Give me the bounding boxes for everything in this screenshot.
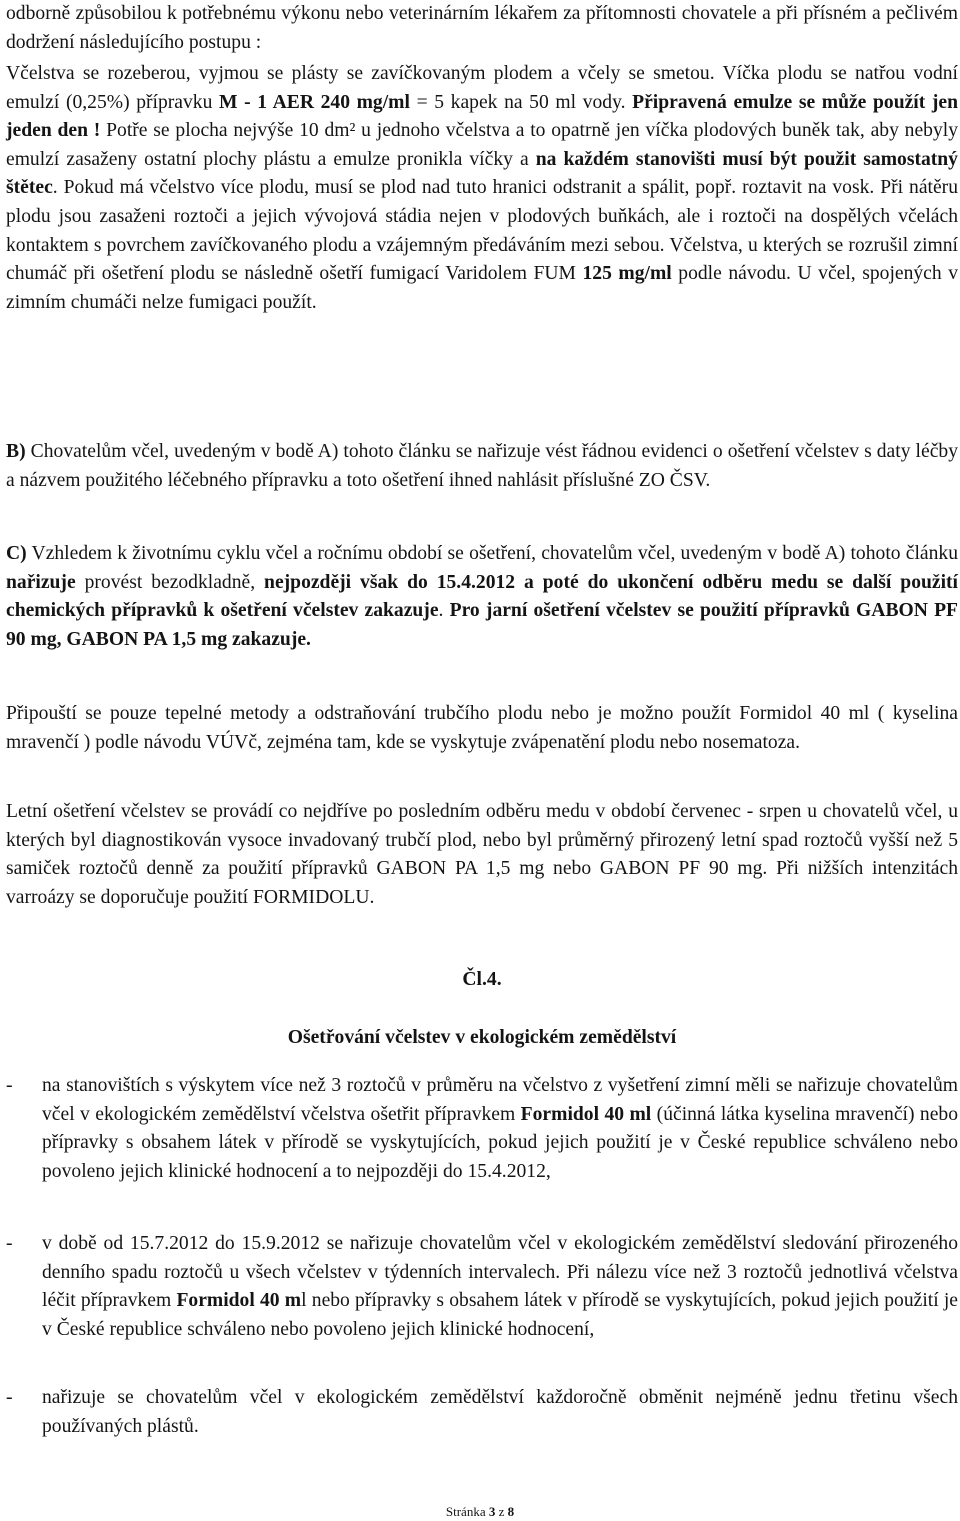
footer-page-number: 3 <box>488 1504 496 1519</box>
text-run: Včelstva se rozeberou, vyjmou se plásty se zavíčkovaným plodem a včely se smetou. Víčka plodu se natřou vodní emulzí (0,25%) přípravku <box>6 63 958 113</box>
paragraph-b <box>6 438 958 495</box>
text-run: na stanovištích s výskytem více než 3 roztočů v průměru na včelstvo z vyšetření zimní měli se nařizuje chovatelům včel v ekologickém zemědělství včelstva ošetřit přípravkem <box>42 1075 958 1125</box>
list-item-text <box>42 1230 958 1344</box>
list-item <box>6 1072 958 1186</box>
footer-separator: z <box>495 1504 508 1519</box>
footer-page-total: 8 <box>507 1504 515 1519</box>
bold-run: 125 mg/ml <box>582 263 672 285</box>
bold-run: Připravená emulze se může použít jen jeden den ! <box>6 91 958 142</box>
list-item <box>6 1384 958 1441</box>
text-run: Letní ošetření včelstev se provádí co nejdříve po posledním odběru medu v období červenec - srpen u chovatelů včel, u kterých byl diagnostikován vysoce invadovaný trubčí plod, nebo byl průměrný přirozený letní spad roztočů vyšší než 5 samiček roztočů denně za použití přípravků GABON PA 1,5 mg nebo GABON PF 90 mg. Při nižších intenzitách varroázy se doporučuje použití FORMIDOLU. <box>6 801 958 908</box>
list-bullet: - <box>6 1075 13 1096</box>
text-run: Potře se plocha nejvýše 10 dm² u jednoho včelstva a to opatrně jen víčka plodových buněk tak, aby nebyly emulzí zasaženy ostatní plochy plástu a emulze pronikla víčky a <box>6 120 958 170</box>
bold-run: Pro jarní ošetření včelstev se použití přípravků GABON PF 90 mg, GABON PA 1,5 mg zakazuje. <box>6 600 959 650</box>
paragraph-intro <box>6 0 958 57</box>
text-run: (účinná látka kyselina mravenčí) nebo přípravky s obsahem látek v přírodě se vyskytujících, pokud jejich použití je v České republice schváleno nebo povoleno jejich klinické hodnocení a to nejpozději do 15.4.2012, <box>42 1103 958 1182</box>
bold-run: nařizuje <box>6 571 76 593</box>
text-run: podle návodu. U včel, spojených v zimním chumáči nelze fumigaci použít. <box>6 263 958 313</box>
text-run: Připouští se pouze tepelné metody a odstraňování trubčího plodu nebo je možno použít Formidol 40 ml ( kyselina mravenčí ) podle návodu VÚVč, zejména tam, kde se vyskytuje zvápenatění plodu nebo nosematoza. <box>6 703 958 753</box>
bold-run: nejpozději však do 15.4.2012 a poté do ukončení odběru medu se další použití chemických přípravků k ošetření včelstev zakazuje <box>6 571 958 622</box>
list-bullet: - <box>6 1387 13 1408</box>
text-run: l nebo přípravky s obsahem látek v přírodě se vyskytujících, pokud jejich použití je v České republice schváleno nebo povoleno jejich klinické hodnocení, <box>42 1290 958 1340</box>
bold-run: Formidol 40 m <box>176 1290 302 1312</box>
text-run: . <box>438 600 450 622</box>
bold-run: Formidol 40 ml <box>520 1103 652 1125</box>
text-run: provést bezodkladně, <box>75 571 265 593</box>
list-item-text <box>42 1384 958 1441</box>
text-run: nařizuje se chovatelům včel v ekologickém zemědělství každoročně obměnit nejméně jednu třetinu všech používaných plástů. <box>42 1387 958 1437</box>
article-number: Čl.4. <box>462 969 502 990</box>
paragraph-procedure <box>6 60 958 317</box>
paragraph-c <box>6 540 958 654</box>
paragraph-heat-methods <box>6 700 958 757</box>
text-run: Vzhledem k životnímu cyklu včel a ročnímu období se ošetření, chovatelům včel, uvedeným v bodě A) tohoto článku <box>26 543 958 564</box>
paragraph-summer-treatment <box>6 798 958 912</box>
list-item <box>6 1230 958 1344</box>
text-run: . Pokud má včelstvo více plodu, musí se plod nad tuto hranici odstranit a spálit, popř. roztavit na vosk. Při nátěru plodu jsou zasaženi roztoči a jejich vývojová stádia nejen v plodových buňkách, ale i roztoči na dospělých včelách kontaktem s povrchem zavíčkovaného plodu a vzájemným předáváním mezi sebou. Včelstva, u kterých se rozrušil zimní chumáč při ošetření plodu se následně ošetří fumigací Varidolem FUM <box>6 177 958 285</box>
text-run: = 5 kapek na 50 ml vody. <box>409 91 633 113</box>
list-item-text <box>42 1072 958 1186</box>
footer-label: Stránka <box>445 1504 489 1519</box>
bold-run: na každém stanovišti musí být použit samostatný štětec <box>6 148 958 199</box>
text-run: Chovatelům včel, uvedeným v bodě A) tohoto článku se nařizuje vést řádnou evidenci o ošetření včelstev s daty léčby a názvem použitého léčebného přípravku a toto ošetření ihned nahlásit příslušné ZO ČSV. <box>6 441 958 491</box>
bold-run: M - 1 AER 240 mg/ml <box>219 91 410 113</box>
article-title: Ošetřování včelstev v ekologickém zemědělství <box>287 1027 677 1048</box>
section-marker-c: C) <box>6 543 27 564</box>
text-run: v době od 15.7.2012 do 15.9.2012 se nařizuje chovatelům včel v ekologickém zemědělství sledování přirozeného denního spadu roztočů u všech včelstev v týdenních intervalech. Při nálezu více než 3 roztočů jednotlivá včelstva léčit přípravkem <box>42 1233 958 1312</box>
list-bullet: - <box>6 1233 13 1254</box>
text-run: odborně způsobilou k potřebnému výkonu nebo veterinárním lékařem za přítomnosti chovatele a při přísném a pečlivém dodržení následujícího postupu : <box>6 3 958 53</box>
section-marker-b: B) <box>6 441 26 462</box>
page-footer <box>0 1504 960 1520</box>
